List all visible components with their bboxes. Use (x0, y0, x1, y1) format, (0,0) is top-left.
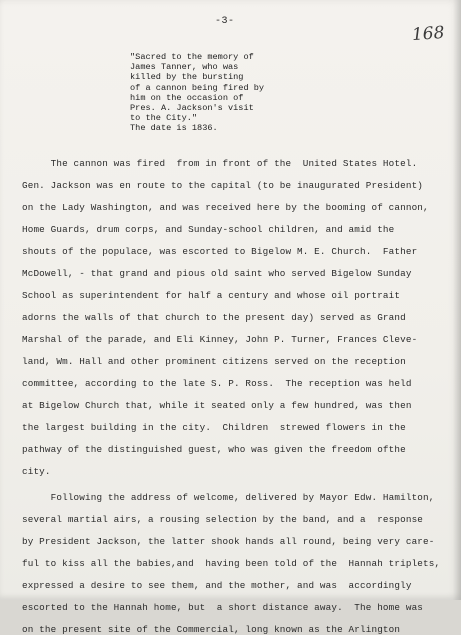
paragraph-2-line: Following the address of welcome, delivered by Mayor Edw. Hamilton, (22, 492, 435, 503)
paragraph-1-line: city. (22, 466, 51, 477)
paragraph-1-line: pathway of the distinguished guest, who was given the freedom ofthe (22, 444, 406, 455)
paragraph-2-line: by President Jackson, the latter shook hands all round, being very care- (22, 536, 435, 547)
paragraph-1-line: the largest building in the city. Children strewed flowers in the (22, 422, 406, 433)
paragraph-1-line: on the Lady Washington, and was received here by the booming of cannon, (22, 202, 429, 213)
inscription-line: James Tanner, who was (130, 62, 239, 73)
handwritten-page-number: 168 (411, 22, 446, 46)
paragraph-1-line: Marshal of the parade, and Eli Kinney, John P. Turner, Frances Cleve- (22, 334, 418, 345)
inscription-line: killed by the bursting (130, 72, 244, 83)
paragraph-1-line: land, Wm. Hall and other prominent citizens served on the reception (22, 356, 406, 367)
paragraph-1-line: shouts of the populace, was escorted to Bigelow M. E. Church. Father (22, 246, 418, 257)
paragraph-2-line: escorted to the Hannah home, but a short distance away. The home was (22, 602, 424, 613)
page-number: -3- (215, 16, 235, 27)
paragraph-2-line: several martial airs, a rousing selection by the band, and a response (22, 514, 424, 525)
inscription-line: him on the occasion of (130, 92, 244, 103)
paragraph-1-line: adorns the walls of that church to the present day) served as Grand (22, 312, 406, 323)
paragraph-1-line: Gen. Jackson was en route to the capital (to be inaugurated President) (22, 180, 424, 191)
page-edge-shadow (453, 0, 461, 600)
inscription-line: to the City." (130, 113, 198, 124)
paragraph-1-line: The cannon was fired from in front of the United States Hotel. (22, 158, 418, 169)
paragraph-2-line: ful to kiss all the babies,and having been told of the Hannah triplets, (22, 558, 441, 569)
paragraph-1-line: committee, according to the late S. P. Ross. The reception was held (22, 378, 412, 389)
memorial-inscription (130, 52, 330, 134)
inscription-line: The date is 1836. (130, 123, 218, 134)
paragraph-1-line: McDowell, - that grand and pious old saint who served Bigelow Sunday (22, 268, 412, 279)
paragraph-2-line: expressed a desire to see them, and the mother, and was accordingly (22, 580, 412, 591)
paragraph-1-line: School as superintendent for half a century and whose oil portrait (22, 290, 401, 301)
inscription-line: "Sacred to the memory of (130, 52, 254, 62)
paragraph-1-line: Home Guards, drum corps, and Sunday-school children, and amid the (22, 224, 395, 235)
paragraph-2-line: on the present site of the Commercial, long known as the Arlington (22, 624, 401, 635)
paragraph-1-line: at Bigelow Church that, while it seated only a few hundred, was then (22, 400, 412, 411)
inscription-line: Pres. A. Jackson's visit (130, 103, 254, 114)
inscription-line: of a cannon being fired by (130, 82, 265, 93)
